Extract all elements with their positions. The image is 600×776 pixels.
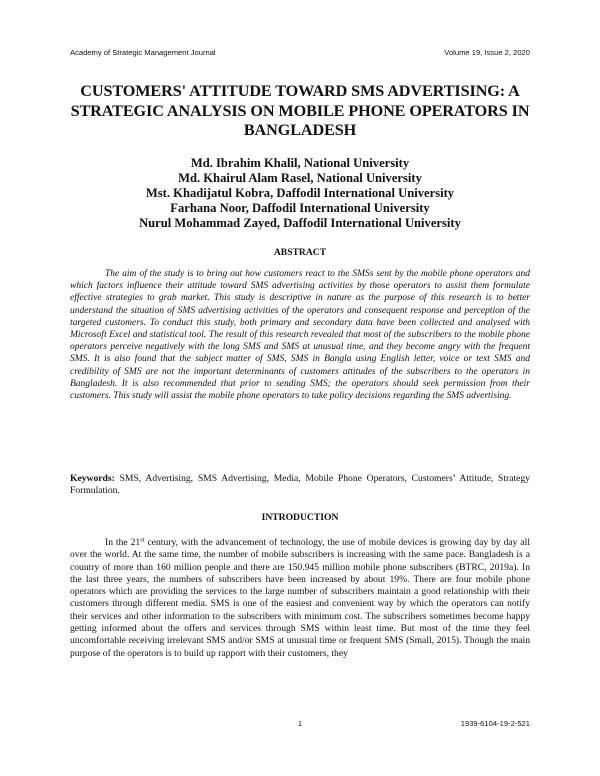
intro-superscript: st [140,536,145,544]
abstract-body: The aim of the study is to bring out how customers react to the SMSs sent by the mobile phone operators and which factors influence their attitude toward SMS advertising activities by those operators to assist them formulate effective strategies to grab market. This study is descriptive in nature as the purpose of this research is to better understand the situation of SMS advertising activities of the operators and consequent response and perception of the targeted customers. To conduct this study, both primary and secondary data have been collected and analysed with Microsoft Excel and statistical tool. The result of this research revealed that most of the subscribers to the mobile phone operators perceive negatively with the long SMS and SMS at unusual time, and they become angry with the frequent SMS. It is also found that the subject matter of SMS, SMS in Bangla using English letter, voice or text SMS and credibility of SMS are not the important determinants of customers attitudes of the subscribers to the operators in Bangladesh. It is also recommended that prior to sending SMS; the operators should seek permission from their customers. This study will assist the mobile phone operators to take policy decisions regarding the SMS advertising. [70,269,530,402]
author-line: Mst. Khadijatul Kobra, Daffodil International University [145,186,455,200]
volume-issue: Volume 19, Issue 2, 2020 [444,48,530,57]
introduction-heading: INTRODUCTION [261,512,339,523]
author-line: Nurul Mohammad Zayed, Daffodil International University [139,216,461,230]
author-list [70,156,530,231]
running-head [70,48,530,57]
article-id: 1939-6104-19-2-521 [460,719,530,728]
keywords-label: Keywords: [70,473,115,484]
author-line: Md. Ibrahim Khalil, National University [190,156,410,170]
author-line: Farhana Noor, Daffodil International University [170,201,430,215]
keywords-text: SMS, Advertising, SMS Advertising, Media, Mobile Phone Operators, Customers’ Attitude, Strategy Formulation. [70,473,530,497]
intro-lead: In the 21 [105,537,141,548]
intro-text: century, with the advancement of technology, the use of mobile devices is growing day by day all over the world. At the same time, the number of mobile subscribers is increasing with the same pace. Bangladesh is a country of more than 160 million people and there are 150.945 million mobile phone subscribers (BTRC, 2019a). In the last three years, the numbers of subscribers have been increased by about 19%. There are four mobile phone operators which are providing the services to the large number of subscribers maintain a good relationship with their customers through different media. SMS is one of the easiest and convenient way by which the operators can notify their services and other information to the subscribers with minimum cost. The subscribers sometimes become happy getting informed about the offers and services through SMS within least time. But most of the time they feel uncomfortable receiving irrelevant SMS and/or SMS at unusual time or frequent SMS (Small, 2015). Though the main purpose of the operators is to build up rapport with their customers, they [70,537,530,659]
page-number: 1 [297,719,303,728]
journal-name: Academy of Strategic Management Journal [70,48,216,57]
keywords [70,473,530,498]
paper-title: CUSTOMERS' ATTITUDE TOWARD SMS ADVERTISING: A STRATEGIC ANALYSIS ON MOBILE PHONE OPERATORS IN BANGLADESH [70,82,530,139]
author-line: Md. Khairul Alam Rasel, National University [178,171,422,185]
introduction-body [70,537,530,660]
abstract-heading: ABSTRACT [273,247,327,258]
